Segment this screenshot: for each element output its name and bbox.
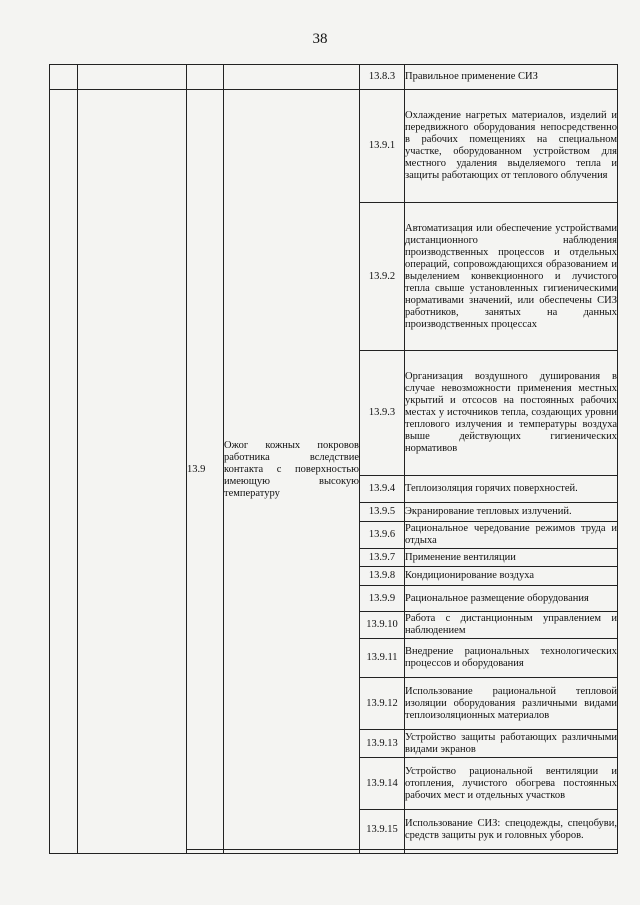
measure-text: Организация воздушного душирования в случае невозможности применения местных укрытий и отсосов на постоянных рабочих местах у источников тепла, создающих уровни теплового излучения и температуры воздуха выше действующих гигиенических нормативов bbox=[405, 351, 618, 476]
empty-cell bbox=[50, 90, 78, 854]
measure-code: 13.9.11 bbox=[360, 639, 405, 678]
measure-code: 13.9.7 bbox=[360, 549, 405, 567]
table-row bbox=[50, 90, 618, 203]
measure-code: 13.9.4 bbox=[360, 476, 405, 503]
measure-text: Работа с дистанционным управлением и наблюдением bbox=[405, 612, 618, 639]
measure-text: Рациональное чередование режимов труда и отдыха bbox=[405, 522, 618, 549]
measure-text: Использование СИЗ: спецодежды, спецобуви, средств защиты рук и головных уборов. bbox=[405, 810, 618, 850]
measure-code: 13.9.10 bbox=[360, 612, 405, 639]
table-row bbox=[50, 65, 618, 90]
measure-code: 13.9.13 bbox=[360, 730, 405, 758]
measure-text: Автоматизация или обеспечение устройствами дистанционного наблюдения производственных процессов и отдельных операций, сопровождающихся образованием и выделением конвекционного и лучистого тепла свыше установленных гигиеническими нормативами значений, или обеспечены СИЗ работников, занятых на данных производственных процессах bbox=[405, 203, 618, 351]
measures-table bbox=[49, 64, 618, 854]
measure-text: Рациональное размещение оборудования bbox=[405, 586, 618, 612]
measure-text: Теплоизоляция горячих поверхностей. bbox=[405, 476, 618, 503]
measure-text: Использование рациональной тепловой изоляции оборудования различными видами теплоизоляционных материалов bbox=[405, 678, 618, 730]
measure-text: Кондиционирование воздуха bbox=[405, 567, 618, 586]
measure-text: Устройство защиты работающих различными видами экранов bbox=[405, 730, 618, 758]
measure-code: 13.9.6 bbox=[360, 522, 405, 549]
measure-code: 13.9.1 bbox=[360, 90, 405, 203]
measure-code: 13.9.12 bbox=[360, 678, 405, 730]
measure-text: Устройство рациональной вентиляции и отопления, лучистого обогрева постоянных рабочих мест и отдельных участков bbox=[405, 758, 618, 810]
measure-code: 13.9.9 bbox=[360, 586, 405, 612]
measure-text: Правильное применение СИЗ bbox=[405, 65, 618, 90]
measure-code: 13.9.2 bbox=[360, 203, 405, 351]
empty-cell bbox=[224, 65, 360, 90]
empty-cell bbox=[405, 850, 618, 854]
measure-code: 13.9.8 bbox=[360, 567, 405, 586]
empty-cell bbox=[187, 850, 224, 854]
measure-code: 13.9.3 bbox=[360, 351, 405, 476]
page-number: 38 bbox=[312, 31, 328, 47]
empty-cell bbox=[78, 90, 187, 854]
hazard-description bbox=[224, 90, 360, 850]
measure-text: Внедрение рациональных технологических процессов и оборудования bbox=[405, 639, 618, 678]
measure-code: 13.9.14 bbox=[360, 758, 405, 810]
empty-cell bbox=[360, 850, 405, 854]
empty-cell bbox=[78, 65, 187, 90]
measure-code: 13.9.5 bbox=[360, 503, 405, 522]
measure-text: Применение вентиляции bbox=[405, 549, 618, 567]
empty-cell bbox=[187, 65, 224, 90]
measure-code: 13.9.15 bbox=[360, 810, 405, 850]
measure-code: 13.8.3 bbox=[360, 65, 405, 90]
measure-text: Охлаждение нагретых материалов, изделий и передвижного оборудования непосредственно в рабочих помещениях на специальном участке, оборудованном устройством для местного удаления выделяемого тепла и защиты работающих от теплового облучения bbox=[405, 90, 618, 203]
empty-cell bbox=[50, 65, 78, 90]
empty-cell bbox=[224, 850, 360, 854]
group-code: 13.9 bbox=[187, 90, 224, 850]
measure-text: Экранирование тепловых излучений. bbox=[405, 503, 618, 522]
hazard-text: Ожог кожных покровов работника вследствие контакта с поверхностью имеющую высокую температуру bbox=[224, 439, 359, 499]
